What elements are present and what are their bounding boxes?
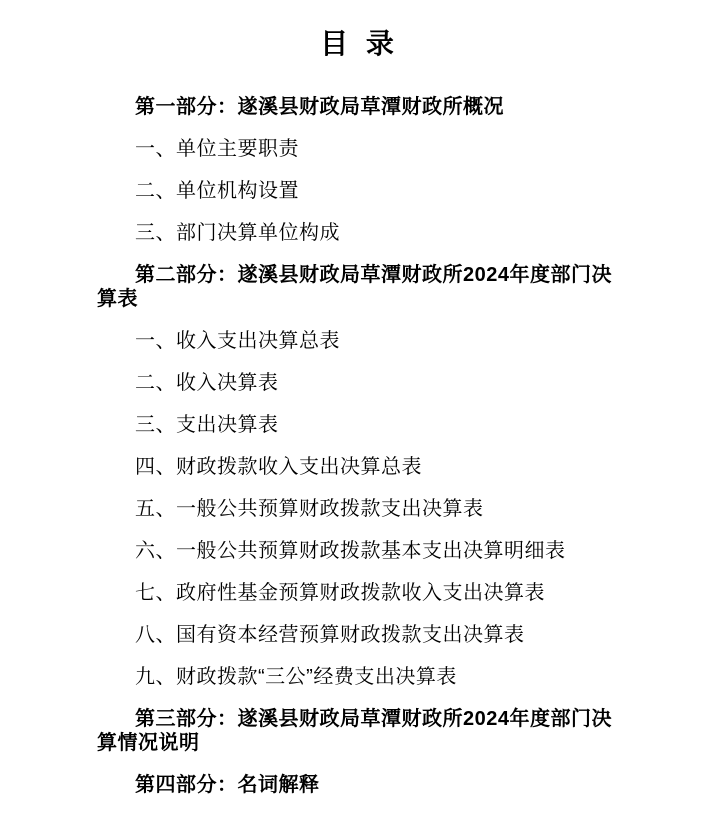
- section-2-heading: 第二部分：遂溪县财政局草潭财政所2024年度部门决算表: [97, 264, 612, 310]
- toc-item-s1-1: 一、单位主要职责: [135, 138, 299, 160]
- toc-title: 目 录: [320, 28, 394, 59]
- toc-item-s2-1: 一、收入支出决算总表: [135, 330, 340, 352]
- toc-item-s2-3: 三、支出决算表: [135, 414, 279, 436]
- toc-item-s2-9: 九、财政拨款“三公”经费支出决算表: [135, 666, 457, 688]
- section-4-heading: 第四部分：名词解释: [135, 774, 320, 796]
- toc-item-s2-4: 四、财政拨款收入支出决算总表: [135, 456, 422, 478]
- toc-item-s2-6: 六、一般公共预算财政拨款基本支出决算明细表: [135, 540, 566, 562]
- toc-item-s1-2: 二、单位机构设置: [135, 180, 299, 202]
- toc-item-s2-8: 八、国有资本经营预算财政拨款支出决算表: [135, 624, 525, 646]
- section-1-heading: 第一部分：遂溪县财政局草潭财政所概况: [135, 96, 504, 118]
- toc-item-s2-7: 七、政府性基金预算财政拨款收入支出决算表: [135, 582, 545, 604]
- section-3-heading: 第三部分：遂溪县财政局草潭财政所2024年度部门决算情况说明: [97, 708, 612, 754]
- toc-item-s2-2: 二、收入决算表: [135, 372, 279, 394]
- toc-item-s2-5: 五、一般公共预算财政拨款支出决算表: [135, 498, 484, 520]
- toc-item-s1-3: 三、部门决算单位构成: [135, 222, 340, 244]
